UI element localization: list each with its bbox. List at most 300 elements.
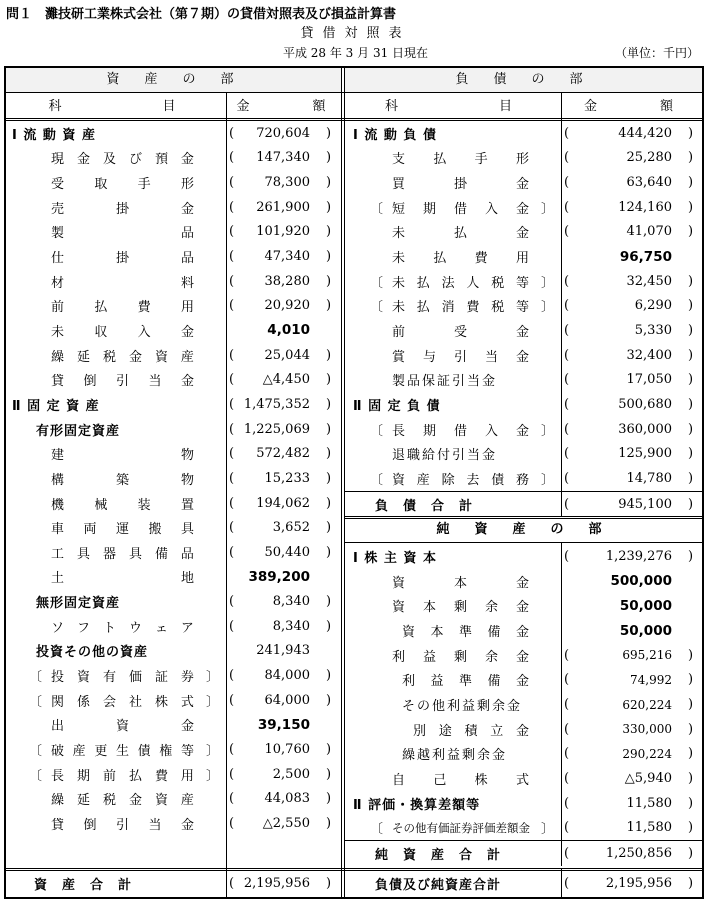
label-char: 未 [392,300,406,316]
label-char: 用 [180,768,194,784]
label-char: 料 [180,275,194,291]
label-char: 当 [148,374,162,390]
close-paren: ) [326,594,332,610]
label-char: 債 [137,744,151,760]
open-paren: ( [229,372,235,388]
label-char: 及 [102,152,116,168]
open-paren: ( [229,150,235,166]
row-amount: 15,233 [264,470,310,486]
row-amount: 39,150 [257,716,310,733]
label-char: 備 [487,625,501,641]
asset-row [4,220,340,245]
equity-header-rule-1 [345,516,702,517]
open-paren: ( [229,594,235,610]
asset-row [4,491,340,516]
asset-row [4,787,340,812]
equity-total-label: 純 資 産 合 計 [375,847,502,863]
open-paren: ( [229,199,235,215]
row-amount: 695,216 [622,648,672,663]
row-amount: △2,550 [262,815,310,831]
label-char: 払 [94,300,108,316]
open-paren: ( [564,795,570,811]
label-char: 産 [72,744,86,760]
label-char: 倒 [83,817,97,833]
label-char: 借 [453,423,467,439]
asset-row [4,195,340,220]
label-char: 法 [441,275,455,291]
row-label [51,814,194,833]
label-char: 賞 [392,349,406,365]
row-label: Ⅰ 株 主 資 本 [353,551,437,567]
row-label [51,567,194,586]
row-amount: 50,000 [619,622,672,639]
row-label: Ⅱ 固 定 資 産 [12,398,100,414]
row-label: 有形固定資産 [36,423,121,439]
label-char: 仕 [51,251,65,267]
liability-row [345,791,702,816]
asset-row [4,343,340,368]
row-amount: 500,680 [618,396,672,412]
label-char: 生 [115,744,129,760]
close-paren: ) [326,668,332,684]
label-char: 資 [115,719,129,735]
liability-row [345,244,702,269]
label-char: 払 [416,300,430,316]
close-paren: ) [688,845,694,861]
label-char: 除 [441,472,455,488]
row-label [51,543,194,562]
open-paren: ( [564,446,570,462]
left-item-column-header: 科 目 [48,99,182,114]
asset-row [4,170,340,195]
label-char: 価 [128,670,142,686]
label-char: 自 [392,773,406,789]
liability-row [345,618,702,643]
label-char: 繰 [51,349,65,365]
liabilities-section-title: 負 債 の 部 [455,72,589,87]
row-amount: △5,940 [624,771,672,787]
label-char: 収 [94,324,108,340]
label-char: 当 [148,817,162,833]
close-paren: ) [326,273,332,289]
row-amount: △4,450 [262,372,310,388]
label-char: 証 [154,670,168,686]
liability-row [345,717,702,742]
label-char: 期 [422,201,436,217]
label-char: 投 [51,670,65,686]
label-char: 金 [128,793,142,809]
close-bracket: 〕 [541,300,555,316]
row-amount: 4,010 [267,322,310,339]
label-char: 会 [102,694,116,710]
label-char: 剰 [453,600,467,616]
label-char: 払 [433,251,447,267]
label-char: 長 [51,768,65,784]
label-char: 金 [515,201,529,217]
asset-row [4,713,340,738]
row-amount: 720,604 [256,125,310,141]
close-paren: ) [688,199,694,215]
open-paren: ( [229,175,235,191]
label-char: 材 [51,275,65,291]
open-paren: ( [564,647,570,663]
label-char: 機 [51,497,65,513]
label-char: 人 [466,275,480,291]
close-paren: ) [326,495,332,511]
statement-date: 平成 28 年 3 月 31 日現在 [282,46,429,60]
open-paren: ( [564,199,570,215]
close-paren: ) [326,249,332,265]
right-eq-total-amount-rule [561,840,562,866]
liability-row [345,220,702,245]
open-paren: ( [564,150,570,166]
label-char: 税 [102,349,116,365]
row-label [51,296,194,315]
label-char: 更 [94,744,108,760]
close-paren: ) [688,175,694,191]
row-label: その他利益剰余金 [402,699,523,715]
assets-section-title: 資 産 の 部 [106,72,240,87]
row-label: 退職給付引当金 [392,448,498,464]
equity-total-row [345,841,702,866]
label-char: 掛 [115,251,129,267]
label-char: 品 [180,251,194,267]
label-char: 金 [180,324,194,340]
row-amount: 47,340 [264,249,310,265]
grand-total-label: 負債及び純資産合計 [375,877,502,893]
label-char: 入 [484,201,498,217]
open-paren: ( [564,224,570,240]
close-paren: ) [688,125,694,141]
label-char: 用 [180,300,194,316]
label-char: 金 [76,152,90,168]
label-char: 支 [392,152,406,168]
open-paren: ( [229,446,235,462]
close-bracket: 〕 [541,472,555,488]
open-paren: ( [229,692,235,708]
row-amount: 14,780 [626,470,672,486]
label-char: 当 [484,349,498,365]
right-grand-total-amount-rule [561,868,562,898]
asset-row [4,762,340,787]
row-amount: 241,943 [256,643,310,659]
row-label [392,272,529,291]
liability-row [345,441,702,466]
label-char: 形 [515,152,529,168]
label-char: 品 [180,226,194,242]
label-char: 車 [51,522,65,538]
label-char: 資 [402,625,416,641]
close-bracket: 〕 [541,822,555,838]
open-bracket: 〔 [29,744,43,760]
label-char: 金 [515,177,529,193]
label-char: 器 [102,546,116,562]
label-char: フ [76,620,90,636]
label-char: 物 [180,448,194,464]
label-char: 資 [392,600,406,616]
open-bracket: 〔 [370,822,384,838]
liability-row [345,544,702,569]
label-char: 費 [154,768,168,784]
asset-row [4,294,340,319]
label-char: 製 [51,226,65,242]
liability-row [345,417,702,442]
row-amount: 147,340 [256,150,310,166]
liabilities-total-row [345,492,702,517]
row-amount: 41,070 [626,224,672,240]
row-amount: 5,330 [634,322,672,338]
row-label [392,148,529,167]
asset-row [4,368,340,393]
liability-row [345,668,702,693]
asset-row [4,614,340,639]
open-bracket: 〔 [370,201,384,217]
label-char: 権 [159,744,173,760]
close-bracket: 〕 [541,275,555,291]
close-paren: ) [688,224,694,240]
label-char: 金 [515,723,529,739]
label-char: 資 [392,472,406,488]
row-label [51,148,194,167]
open-paren: ( [564,549,570,565]
open-paren: ( [229,347,235,363]
row-label [51,370,194,389]
open-paren: ( [564,672,570,688]
open-paren: ( [564,470,570,486]
label-char: 金 [515,600,529,616]
row-label: Ⅰ 流 動 負 債 [353,127,437,143]
close-paren: ) [688,771,694,787]
label-char: ト [102,620,116,636]
right-item-column-header: 科 目 [384,99,518,114]
grand-total-row [345,871,702,896]
close-paren: ) [688,347,694,363]
grand-total-rule-1 [4,868,704,869]
open-paren: ( [564,322,570,338]
close-paren: ) [326,742,332,758]
label-char: 費 [137,300,151,316]
open-paren: ( [564,125,570,141]
close-paren: ) [326,421,332,437]
close-bracket: 〕 [206,694,220,710]
asset-row [4,146,340,171]
open-paren: ( [564,175,570,191]
close-paren: ) [326,125,332,141]
row-label [413,720,529,739]
asset-row [4,688,340,713]
row-amount: 25,044 [264,347,310,363]
open-paren: ( [564,697,570,713]
row-label [392,173,529,192]
close-paren: ) [688,298,694,314]
row-amount: 84,000 [264,668,310,684]
label-char: 利 [392,649,406,665]
close-paren: ) [326,224,332,240]
row-amount: 1,225,069 [243,421,310,437]
label-char: 形 [180,177,194,193]
row-label [392,222,529,241]
liability-row [345,269,702,294]
asset-row [4,417,340,442]
row-amount: 11,580 [626,795,672,811]
row-label [392,596,529,615]
label-char: び [128,152,142,168]
label-char: 社 [128,694,142,710]
label-char: 運 [115,522,129,538]
row-amount: 74,992 [630,672,672,687]
grand-total-amount: 2,195,956 [605,875,672,891]
label-char: 搬 [148,522,162,538]
close-paren: ) [688,549,694,565]
row-label: 無形固定資産 [36,596,121,612]
row-label: 投資その他の資産 [36,645,149,661]
close-paren: ) [326,199,332,215]
close-paren: ) [326,175,332,191]
label-char: 金 [180,374,194,390]
open-paren: ( [564,347,570,363]
row-label [51,321,194,340]
close-paren: ) [326,766,332,782]
close-paren: ) [688,820,694,836]
close-paren: ) [688,396,694,412]
label-char: 産 [180,349,194,365]
open-paren: ( [229,875,235,891]
open-bracket: 〔 [370,300,384,316]
label-char: ェ [154,620,168,636]
label-char: 延 [76,793,90,809]
row-amount: 8,340 [272,618,310,634]
close-paren: ) [688,322,694,338]
row-label [51,198,194,217]
row-amount: 101,920 [256,224,310,240]
open-paren: ( [229,396,235,412]
open-paren: ( [229,470,235,486]
row-label [51,272,194,291]
close-bracket: 〕 [541,423,555,439]
close-paren: ) [688,421,694,437]
open-paren: ( [229,742,235,758]
row-label [51,469,194,488]
label-char: 入 [137,324,151,340]
liability-row [345,766,702,791]
label-char: 入 [484,423,498,439]
statement-subtitle: 貸借対照表 [300,26,411,41]
unit-label: （単位：千円） [614,46,699,60]
row-amount: 125,900 [618,446,672,462]
label-char: 引 [453,349,467,365]
label-char: ア [180,620,194,636]
row-label [402,670,529,689]
row-amount: 63,640 [626,175,672,191]
asset-row [4,244,340,269]
open-paren: ( [564,875,570,891]
asset-row [4,540,340,565]
close-paren: ) [326,446,332,462]
equity-total-amount: 1,250,856 [605,845,672,861]
close-paren: ) [688,672,694,688]
label-char: 具 [76,546,90,562]
label-char: 備 [154,546,168,562]
open-paren: ( [564,372,570,388]
label-char: 掛 [453,177,467,193]
label-char: 本 [430,625,444,641]
label-char: ソ [51,620,65,636]
row-label [51,691,194,710]
row-amount: 50,440 [264,544,310,560]
label-char: 資 [154,793,168,809]
label-char: 払 [453,226,467,242]
open-paren: ( [229,495,235,511]
open-bracket: 〔 [29,768,43,784]
open-paren: ( [564,820,570,836]
close-paren: ) [326,618,332,634]
row-amount: 124,160 [618,199,672,215]
left-amount-column-header: 金 額 [236,99,332,114]
label-char: 立 [490,723,504,739]
label-char: 引 [115,374,129,390]
liability-row [345,146,702,171]
label-char: 受 [453,324,467,340]
label-char: 関 [51,694,65,710]
label-char: 出 [51,719,65,735]
close-paren: ) [326,298,332,314]
label-char: 費 [466,300,480,316]
label-char: 置 [180,497,194,513]
row-label: その他有価証券評価差額金 [392,820,530,835]
liability-row [345,569,702,594]
close-paren: ) [688,697,694,713]
label-char: 掛 [115,201,129,217]
open-bracket: 〔 [370,275,384,291]
row-amount: 11,580 [626,820,672,836]
label-char: ウ [128,620,142,636]
label-char: 本 [453,575,467,591]
label-char: 金 [515,625,529,641]
label-char: 式 [180,694,194,710]
row-amount: 10,760 [264,742,310,758]
row-amount: 96,750 [619,248,672,265]
page-title: 問１ 灘技研工業株式会社（第７期）の貸借対照表及び損益計算書 [6,7,397,22]
label-char: 現 [51,152,65,168]
label-char: 等 [515,300,529,316]
label-char: 金 [128,349,142,365]
open-paren: ( [229,224,235,240]
label-char: 産 [416,472,430,488]
right-liab-total-amount-rule [561,491,562,517]
row-label [392,321,529,340]
center-divider-1 [341,66,342,899]
liability-row [345,392,702,417]
close-paren: ) [326,544,332,560]
label-char: 短 [392,201,406,217]
row-label [392,198,529,217]
label-char: 工 [51,546,65,562]
row-label [51,518,194,537]
body-top-rule-1 [4,118,704,119]
row-amount: 389,200 [248,568,310,585]
asset-row [4,589,340,614]
open-paren: ( [564,273,570,289]
open-paren: ( [564,746,570,762]
label-char: 余 [484,600,498,616]
label-char: 資 [76,670,90,686]
row-label [392,247,529,266]
close-paren: ) [688,875,694,891]
label-char: 受 [51,177,65,193]
close-paren: ) [326,470,332,486]
row-amount: 1,239,276 [605,549,672,565]
row-label [51,494,194,513]
